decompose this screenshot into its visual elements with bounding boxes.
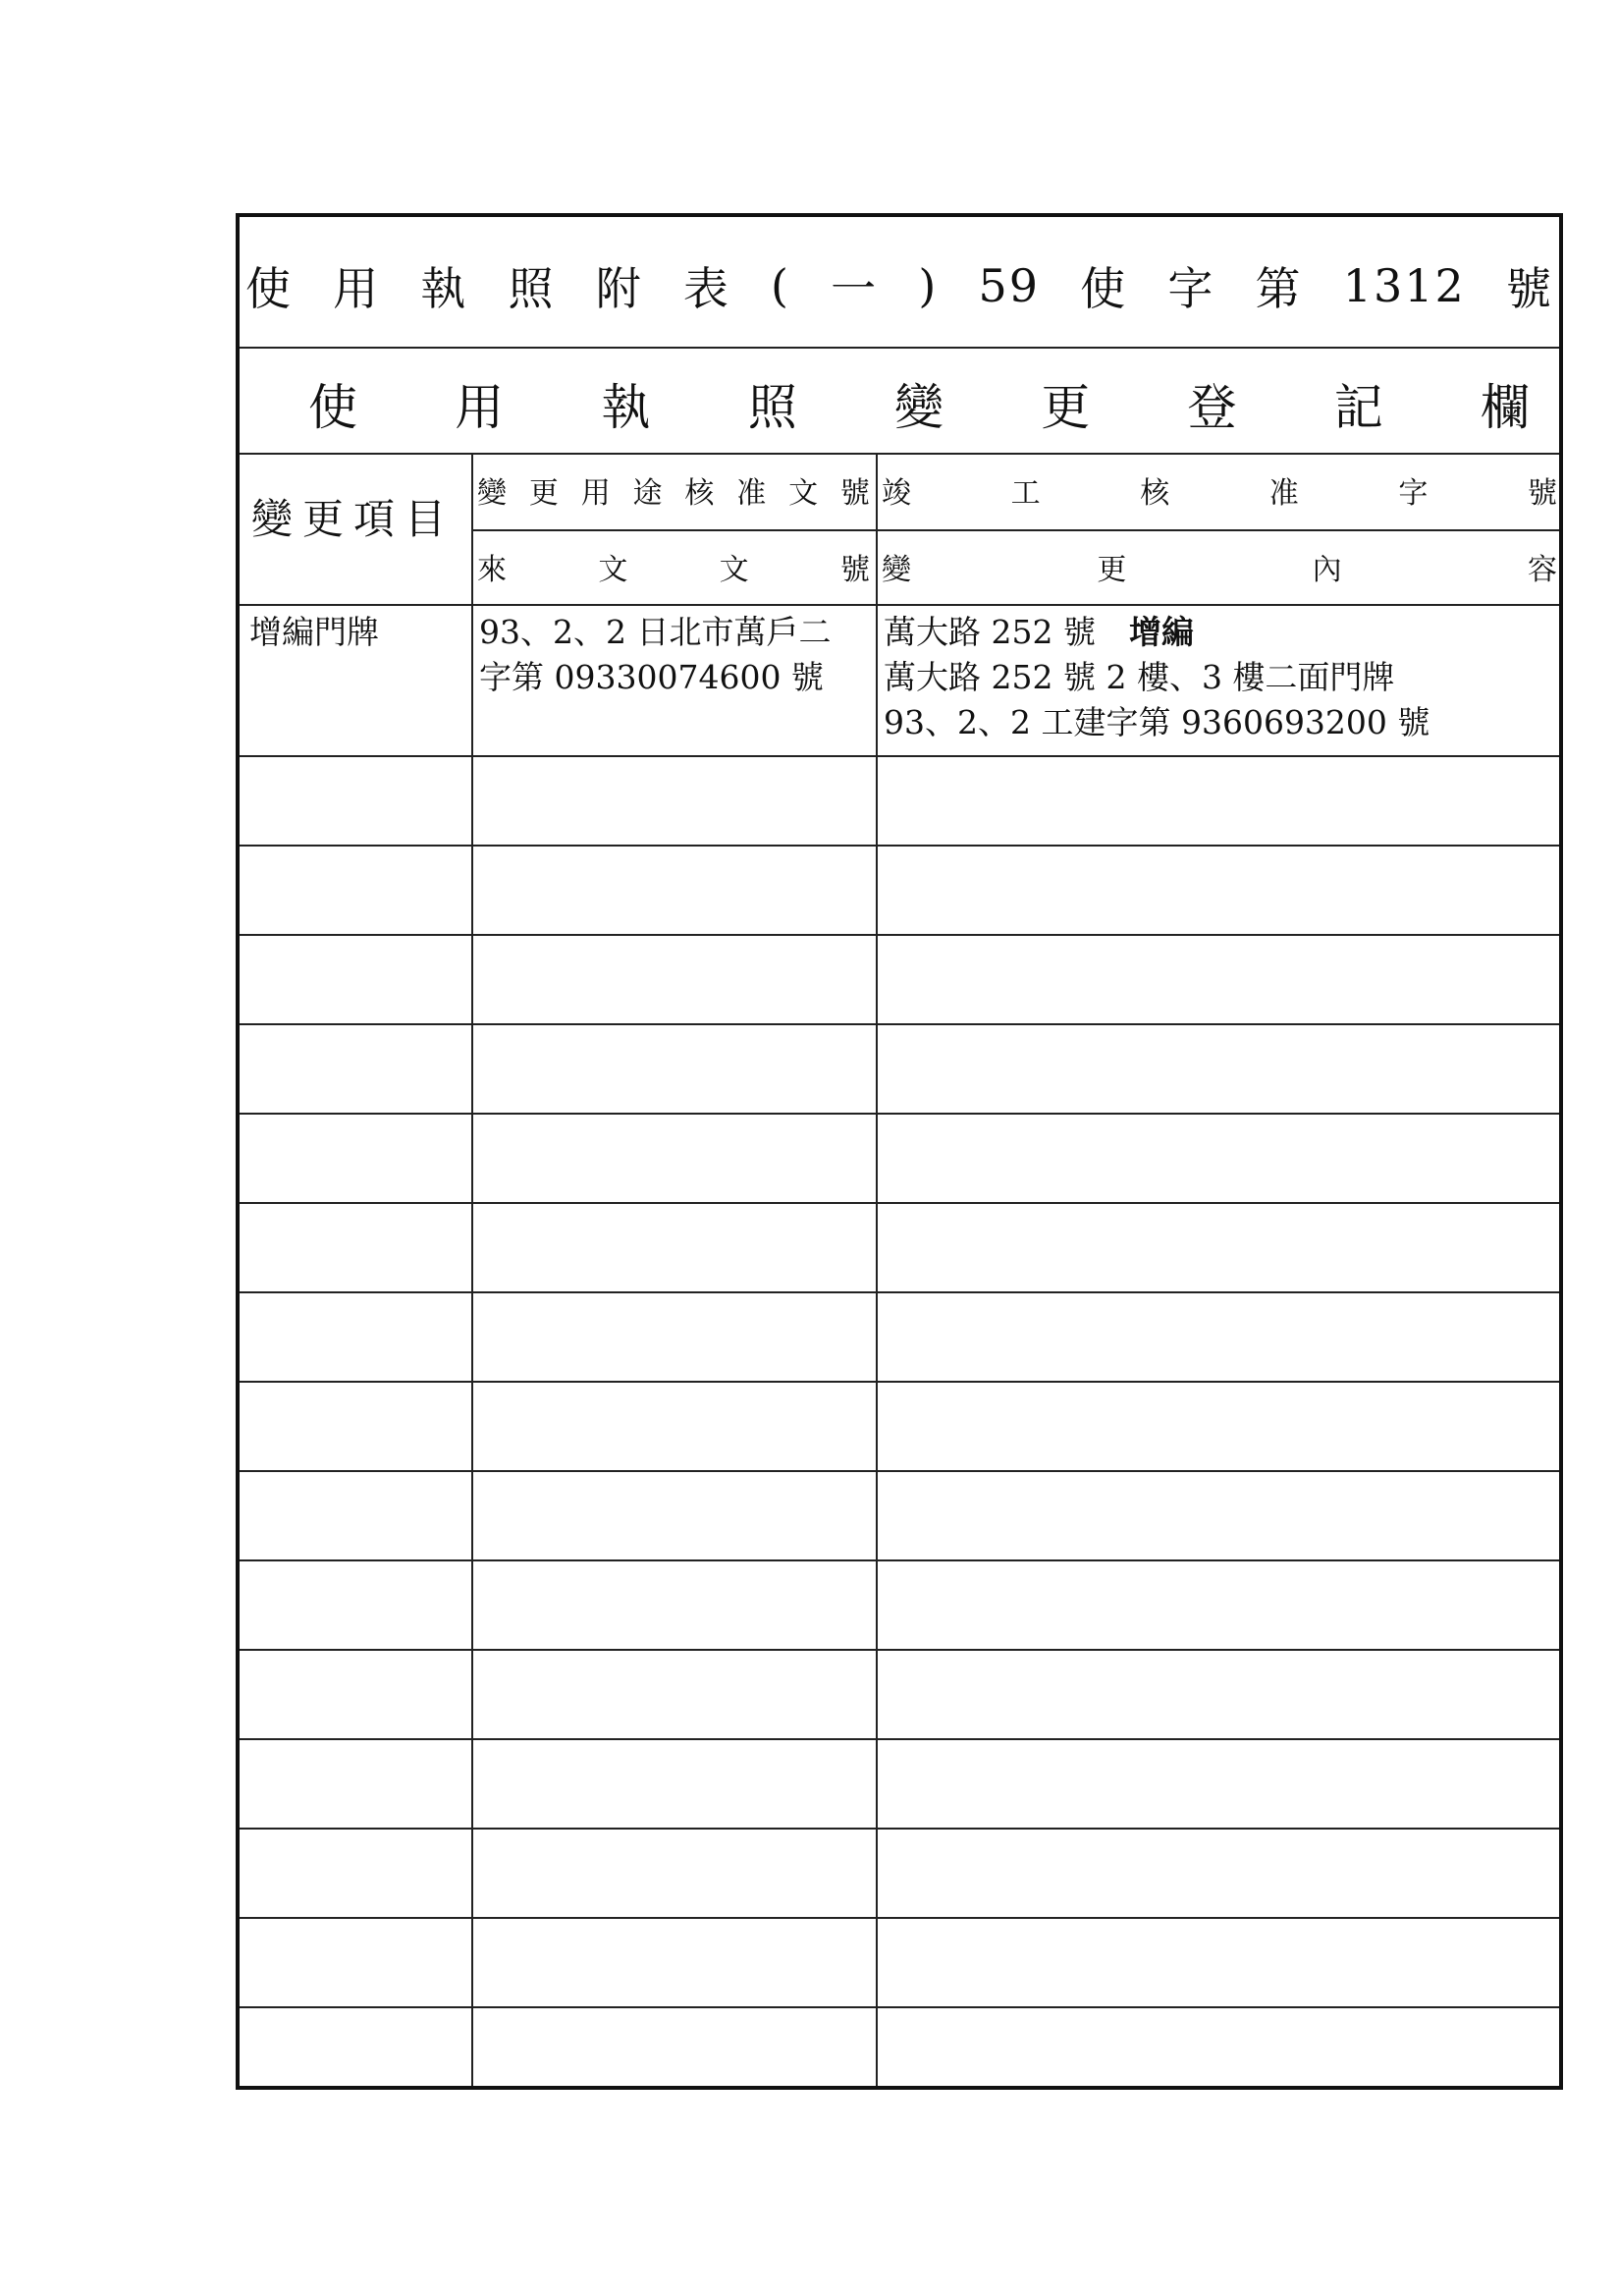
entry-content-line3: 93、2、2 工建字第 9360693200 號 (884, 703, 1430, 741)
entry-content-line1: 萬大路 252 號 增編 (884, 613, 1194, 651)
row-divider (240, 1649, 1559, 1651)
row-divider (240, 1738, 1559, 1740)
divider (471, 529, 1559, 531)
column-divider (876, 453, 878, 2086)
title-char: 使 (245, 262, 293, 315)
entry-doc-number-line2: 字第 09330074600 號 (479, 658, 824, 696)
row-divider (240, 2006, 1559, 2008)
title-char: 執 (420, 262, 468, 315)
title-char: ( (771, 259, 790, 312)
title-char: 表 (682, 262, 730, 315)
row-divider (240, 1202, 1559, 1204)
divider (240, 347, 1559, 349)
heading-char: 照 (747, 379, 797, 436)
row-divider (240, 934, 1559, 936)
row-divider (240, 1917, 1559, 1919)
entry-change-item: 增編門牌 (249, 613, 379, 651)
row-divider (240, 1023, 1559, 1025)
heading-char: 登 (1187, 379, 1237, 436)
form-heading (308, 364, 1530, 443)
title-char: 第 (1255, 262, 1303, 315)
title-char: 附 (595, 262, 643, 315)
title-char: 字 (1167, 262, 1215, 315)
form-title (245, 246, 1553, 325)
title-char: 用 (333, 262, 381, 315)
column-divider (471, 453, 473, 2086)
heading-char: 執 (601, 379, 651, 436)
heading-char: 使 (308, 379, 357, 436)
license-number: 1312 (1342, 259, 1466, 312)
entry-content-line2: 萬大路 252 號 2 樓、3 樓二面門牌 (884, 658, 1395, 696)
heading-char: 變 (894, 379, 944, 436)
row-divider (240, 1470, 1559, 1472)
entry-doc-number-line1: 93、2、2 日北市萬戶二 (479, 613, 832, 651)
incoming-doc-number-header: 來 文 文 號 (477, 553, 870, 587)
title-char: 號 (1505, 262, 1553, 315)
row-divider (240, 755, 1559, 757)
row-divider (240, 1113, 1559, 1115)
approval-doc-number-header: 變 更 用 途 核 准 文 號 (477, 476, 870, 511)
title-char: 一 (831, 262, 879, 315)
completion-approval-number-header: 竣 工 核 准 字 號 (882, 476, 1557, 511)
license-year: 59 (978, 259, 1040, 312)
title-char: ) (918, 259, 939, 312)
row-divider (240, 1828, 1559, 1830)
row-divider (240, 1381, 1559, 1383)
divider (240, 453, 1559, 455)
row-divider (240, 845, 1559, 847)
heading-char: 更 (1041, 379, 1091, 436)
divider (240, 604, 1559, 606)
change-item-header: 變更項目 (251, 495, 457, 543)
entry-content-bold: 增編 (1128, 613, 1194, 651)
heading-char: 欄 (1481, 379, 1530, 436)
heading-char: 記 (1333, 379, 1383, 436)
title-char: 使 (1080, 262, 1128, 315)
usage-license-form (236, 213, 1563, 2090)
row-divider (240, 1291, 1559, 1293)
title-char: 照 (508, 262, 556, 315)
heading-char: 用 (455, 379, 505, 436)
change-content-header: 變 更 內 容 (882, 553, 1557, 587)
row-divider (240, 1559, 1559, 1561)
